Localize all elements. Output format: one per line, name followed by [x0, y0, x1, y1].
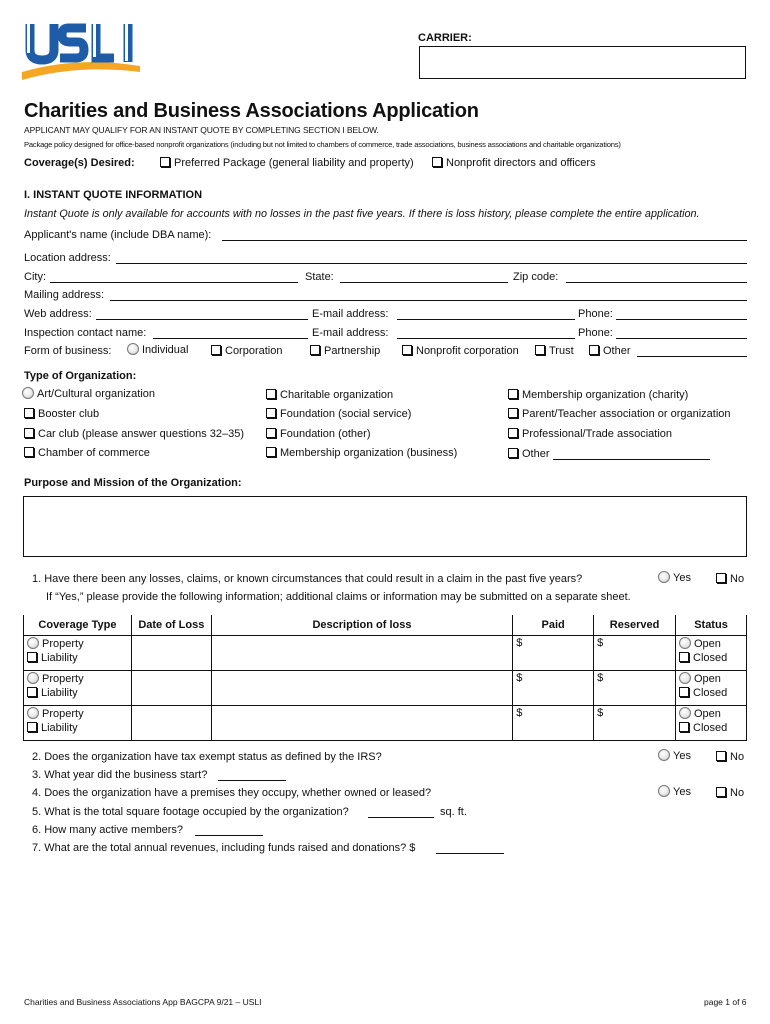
applicant-name-field[interactable]	[222, 240, 747, 241]
mailing-label: Mailing address:	[24, 289, 105, 301]
q4-yes[interactable]: Yes	[658, 786, 691, 798]
reserved-field[interactable]: $	[594, 706, 676, 741]
org-charitable[interactable]: Charitable organization	[266, 389, 393, 401]
reserved-field[interactable]: $	[594, 636, 676, 671]
col-reserved: Reserved	[594, 615, 676, 636]
coverage-type-cell: Property Liability	[24, 636, 132, 671]
checkbox-icon[interactable]	[716, 751, 726, 761]
radio-icon[interactable]	[27, 637, 39, 649]
radio-icon[interactable]	[658, 571, 670, 583]
coverage-option-package[interactable]: Preferred Package (general liability and property)	[160, 157, 414, 169]
org-type-heading: Type of Organization:	[24, 370, 137, 382]
col-coverage-type: Coverage Type	[24, 615, 132, 636]
checkbox-icon[interactable]	[679, 722, 689, 732]
table-header-row	[24, 615, 747, 636]
checkbox-icon[interactable]	[432, 157, 442, 167]
org-booster-club[interactable]: Booster club	[24, 408, 99, 420]
form-other-field[interactable]	[637, 356, 747, 357]
email-field[interactable]	[397, 319, 575, 320]
coverage-type-cell: Property Liability	[24, 706, 132, 741]
checkbox-icon[interactable]	[679, 687, 689, 697]
coverage-label: Coverage(s) Desired:	[24, 157, 135, 169]
inspection-phone-label: Phone:	[578, 327, 613, 339]
form-corporation[interactable]: Corporation	[211, 345, 282, 357]
q2-no[interactable]: No	[716, 751, 744, 763]
q6-field[interactable]	[195, 835, 263, 836]
col-status: Status	[676, 615, 747, 636]
checkbox-icon[interactable]	[508, 428, 518, 438]
package-description: Package policy designed for office-based nonprofit organizations (including but not limited to chambers of commerce, trade associations, business associations and charitable organizations)	[24, 140, 621, 149]
paid-field[interactable]: $	[513, 671, 594, 706]
radio-icon[interactable]	[27, 707, 39, 719]
inspection-phone-field[interactable]	[616, 338, 747, 339]
q1-followup: If “Yes,” please provide the following information; additional claims or information may be submitted on a separate sheet.	[46, 591, 631, 603]
checkbox-icon[interactable]	[266, 389, 276, 399]
question-2: 2. Does the organization have tax exempt status as defined by the IRS?	[32, 751, 382, 763]
checkbox-icon[interactable]	[535, 345, 545, 355]
checkbox-icon[interactable]	[27, 722, 37, 732]
paid-field[interactable]: $	[513, 706, 594, 741]
location-label: Location address:	[24, 252, 111, 264]
phone-field[interactable]	[616, 319, 747, 320]
checkbox-icon[interactable]	[266, 447, 276, 457]
date-of-loss-field[interactable]	[131, 636, 211, 671]
radio-icon[interactable]	[679, 637, 691, 649]
checkbox-icon[interactable]	[679, 652, 689, 662]
checkbox-icon[interactable]	[160, 157, 170, 167]
checkbox-icon[interactable]	[508, 448, 518, 458]
phone-label: Phone:	[578, 308, 613, 320]
org-other-field[interactable]	[553, 459, 710, 460]
org-other[interactable]: Other	[508, 448, 550, 460]
form-partnership[interactable]: Partnership	[310, 345, 380, 357]
org-foundation-other[interactable]: Foundation (other)	[266, 428, 371, 440]
description-field[interactable]	[211, 636, 512, 671]
checkbox-icon[interactable]	[27, 687, 37, 697]
checkbox-icon[interactable]	[266, 428, 276, 438]
org-foundation-social[interactable]: Foundation (social service)	[266, 408, 411, 420]
coverage-type-cell: Property Liability	[24, 671, 132, 706]
question-5: 5. What is the total square footage occupied by the organization?	[32, 806, 349, 818]
description-field[interactable]	[211, 706, 512, 741]
radio-icon[interactable]	[22, 387, 34, 399]
org-membership-business[interactable]: Membership organization (business)	[266, 447, 457, 459]
status-cell: Open Closed	[676, 706, 747, 741]
carrier-label: CARRIER:	[418, 32, 472, 44]
carrier-field[interactable]	[419, 46, 746, 79]
footer-form-id: Charities and Business Associations App BAGCPA 9/21 – USLI	[24, 997, 262, 1007]
form-trust[interactable]: Trust	[535, 345, 574, 357]
question-4: 4. Does the organization have a premises they occupy, whether owned or leased?	[32, 787, 432, 799]
form-nonprofit[interactable]: Nonprofit corporation	[402, 345, 519, 357]
question-3: 3. What year did the business start?	[32, 769, 208, 781]
coverage-option-do[interactable]: Nonprofit directors and officers	[432, 157, 596, 169]
checkbox-icon[interactable]	[27, 652, 37, 662]
org-chamber[interactable]: Chamber of commerce	[24, 447, 150, 459]
inspection-field[interactable]	[153, 338, 308, 339]
checkbox-icon[interactable]	[589, 345, 599, 355]
state-label: State:	[305, 271, 334, 283]
checkbox-icon[interactable]	[508, 408, 518, 418]
paid-field[interactable]: $	[513, 636, 594, 671]
date-of-loss-field[interactable]	[131, 706, 211, 741]
purpose-heading: Purpose and Mission of the Organization:	[24, 477, 242, 489]
section-note: Instant Quote is only available for accounts with no losses in the past five years. If there is loss history, please complete the entire application.	[24, 208, 700, 220]
org-membership-charity[interactable]: Membership organization (charity)	[508, 389, 688, 401]
radio-icon[interactable]	[658, 785, 670, 797]
page-number: page 1 of 6	[704, 997, 747, 1007]
radio-icon[interactable]	[658, 749, 670, 761]
q3-field[interactable]	[218, 780, 286, 781]
checkbox-icon[interactable]	[24, 428, 34, 438]
q4-no[interactable]: No	[716, 787, 744, 799]
table-row	[24, 706, 747, 741]
q5-field[interactable]	[368, 817, 434, 818]
city-field[interactable]	[50, 282, 298, 283]
form-of-business-label: Form of business:	[24, 345, 112, 357]
col-paid: Paid	[513, 615, 594, 636]
page-title: Charities and Business Associations Application	[24, 100, 479, 122]
q2-yes[interactable]: Yes	[658, 750, 691, 762]
location-field[interactable]	[116, 263, 747, 264]
description-field[interactable]	[211, 671, 512, 706]
q5-unit: sq. ft.	[440, 806, 467, 818]
email-label: E-mail address:	[312, 308, 389, 320]
q1-no[interactable]: No	[716, 573, 744, 585]
radio-icon[interactable]	[679, 707, 691, 719]
org-professional[interactable]: Professional/Trade association	[508, 428, 672, 440]
mailing-field[interactable]	[110, 300, 747, 301]
org-art-cultural[interactable]: Art/Cultural organization	[22, 388, 155, 400]
radio-icon[interactable]	[679, 672, 691, 684]
q7-field[interactable]	[436, 853, 504, 854]
checkbox-icon[interactable]	[508, 389, 518, 399]
checkbox-icon[interactable]	[266, 408, 276, 418]
inspection-email-field[interactable]	[397, 338, 575, 339]
question-6: 6. How many active members?	[32, 824, 183, 836]
question-1: 1. Have there been any losses, claims, or known circumstances that could result in a claim in the past five years?	[32, 573, 583, 585]
org-car-club[interactable]: Car club (please answer questions 32–35)	[24, 428, 244, 440]
usli-logo	[22, 20, 140, 82]
instant-quote-note: APPLICANT MAY QUALIFY FOR AN INSTANT QUOTE BY COMPLETING SECTION I BELOW.	[24, 125, 379, 135]
web-field[interactable]	[96, 319, 308, 320]
checkbox-icon[interactable]	[310, 345, 320, 355]
checkbox-icon[interactable]	[24, 408, 34, 418]
checkbox-icon[interactable]	[716, 787, 726, 797]
web-label: Web address:	[24, 308, 92, 320]
status-cell: Open Closed	[676, 671, 747, 706]
checkbox-icon[interactable]	[24, 447, 34, 457]
question-7: 7. What are the total annual revenues, including funds raised and donations? $	[32, 842, 416, 854]
checkbox-icon[interactable]	[211, 345, 221, 355]
city-label: City:	[24, 271, 46, 283]
zip-field[interactable]	[566, 282, 747, 283]
table-row	[24, 636, 747, 671]
coverage-row	[24, 157, 135, 169]
status-cell: Open Closed	[676, 636, 747, 671]
state-field[interactable]	[340, 282, 508, 283]
purpose-field[interactable]	[23, 496, 747, 557]
col-date-of-loss: Date of Loss	[131, 615, 211, 636]
checkbox-icon[interactable]	[402, 345, 412, 355]
section-heading: I. INSTANT QUOTE INFORMATION	[24, 189, 203, 201]
loss-history-table	[23, 615, 747, 741]
inspection-email-label: E-mail address:	[312, 327, 389, 339]
form-other[interactable]: Other	[589, 345, 631, 357]
checkbox-icon[interactable]	[716, 573, 726, 583]
radio-icon[interactable]	[27, 672, 39, 684]
form-individual[interactable]: Individual	[127, 344, 188, 356]
q1-yes[interactable]: Yes	[658, 572, 691, 584]
date-of-loss-field[interactable]	[131, 671, 211, 706]
table-row	[24, 671, 747, 706]
zip-label: Zip code:	[513, 271, 559, 283]
reserved-field[interactable]: $	[594, 671, 676, 706]
org-pta[interactable]: Parent/Teacher association or organization	[508, 408, 731, 420]
col-description: Description of loss	[211, 615, 512, 636]
inspection-label: Inspection contact name:	[24, 327, 147, 339]
applicant-name-label: Applicant's name (include DBA name):	[24, 229, 212, 241]
radio-icon[interactable]	[127, 343, 139, 355]
